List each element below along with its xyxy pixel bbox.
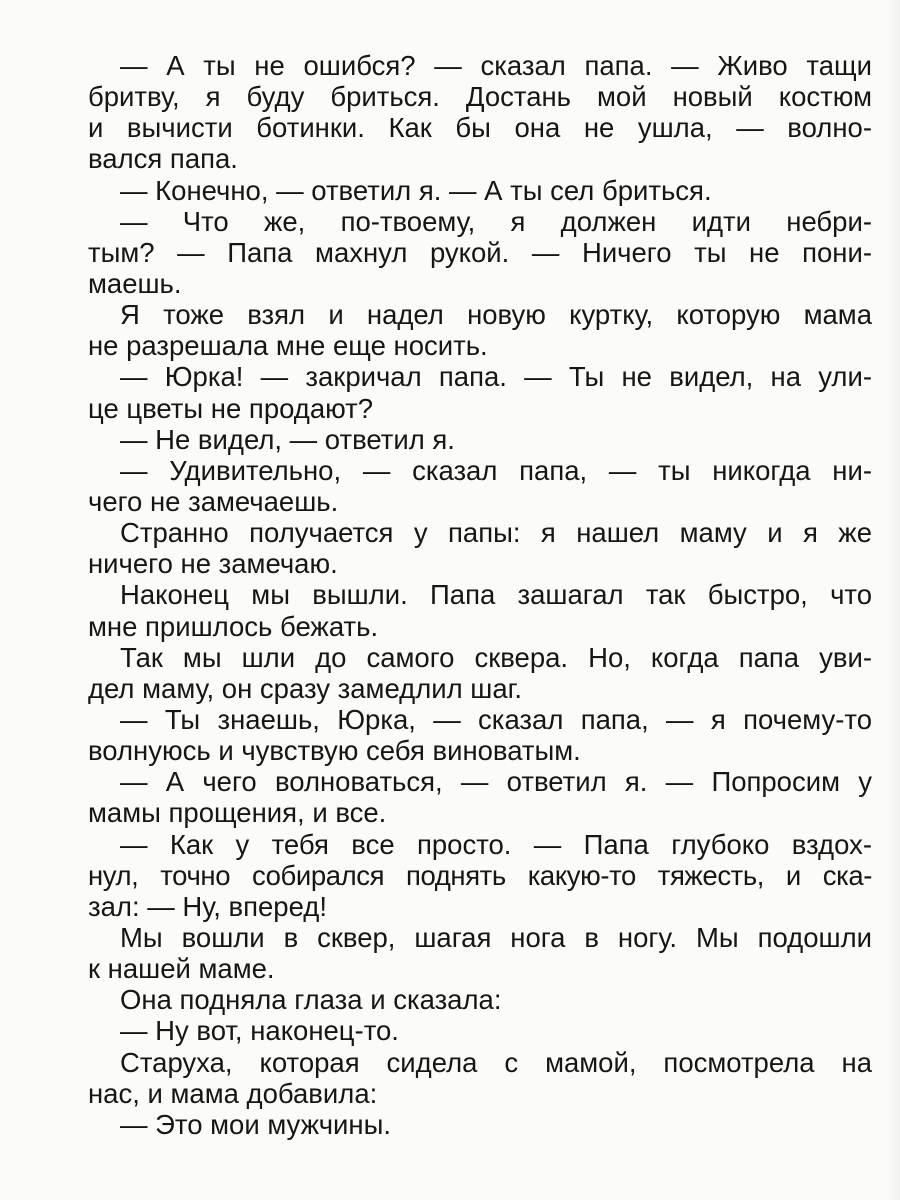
page-edge-shadow xyxy=(886,0,900,1200)
text-line: — Это мои мужчины. xyxy=(120,1108,391,1140)
text-line: Наконец мы вышли. Папа зашагал так быстро, что xyxy=(120,579,872,611)
text-line: ничего не замечаю. xyxy=(88,548,338,580)
text-line: — А чего волноваться, — ответил я. — Попросим у xyxy=(120,766,872,798)
text-line: — Конечно, — ответил я. — А ты сел бриться. xyxy=(120,174,712,206)
text-line: дел маму, он сразу замедлил шаг. xyxy=(88,672,522,704)
text-line: це цветы не продают? xyxy=(88,392,374,424)
text-line: — Не видел, — ответил я. xyxy=(120,423,455,455)
text-line: мамы прощения, и все. xyxy=(88,797,387,829)
text-line: Она подняла глаза и сказала: xyxy=(120,984,502,1016)
text-line: вался папа. xyxy=(88,143,238,175)
text-line: — А ты не ошибся? — сказал папа. — Живо тащи xyxy=(120,50,872,81)
text-line: волнуюсь и чувствую себя виноватым. xyxy=(88,735,581,767)
text-line: бритву, я буду бриться. Достань мой новый костюм xyxy=(88,81,872,113)
text-line: — Как у тебя все просто. — Папа глубоко вздох- xyxy=(120,828,872,860)
text-line: Мы вошли в сквер, шагая нога в ногу. Мы подошли xyxy=(120,921,872,953)
text-line: — Ну вот, наконец-то. xyxy=(120,1015,399,1047)
text-line: к нашей маме. xyxy=(88,953,275,985)
text-line: нул, точно собирался поднять какую-то тяжесть, и ска- xyxy=(88,859,872,891)
text-line: — Юрка! — закричал папа. — Ты не видел, на ули- xyxy=(120,361,872,393)
text-line: мне пришлось бежать. xyxy=(88,610,379,642)
text-line: нас, и мама добавила: xyxy=(88,1077,378,1109)
text-line: тым? — Папа махнул рукой. — Ничего ты не пони- xyxy=(88,236,872,268)
text-line: и вычисти ботинки. Как бы она не ушла, — волно- xyxy=(88,112,872,144)
book-page-text xyxy=(88,50,872,1140)
text-line: Старуха, которая сидела с мамой, посмотрела на xyxy=(120,1046,872,1078)
text-line: Я тоже взял и надел новую куртку, которую мама xyxy=(120,299,872,331)
text-line: маешь. xyxy=(88,267,182,299)
text-line: — Ты знаешь, Юрка, — сказал папа, — я почему-то xyxy=(120,703,872,735)
text-line: — Удивительно, — сказал папа, — ты никогда ни- xyxy=(120,454,872,486)
text-line: не разрешала мне еще носить. xyxy=(88,330,488,362)
text-line: Странно получается у папы: я нашел маму и я же xyxy=(120,517,872,549)
text-line: — Что же, по-твоему, я должен идти небри- xyxy=(120,205,872,237)
text-line: чего не замечаешь. xyxy=(88,485,339,517)
text-line: зал: — Ну, вперед! xyxy=(88,890,327,922)
text-line: Так мы шли до самого сквера. Но, когда папа уви- xyxy=(120,641,872,673)
